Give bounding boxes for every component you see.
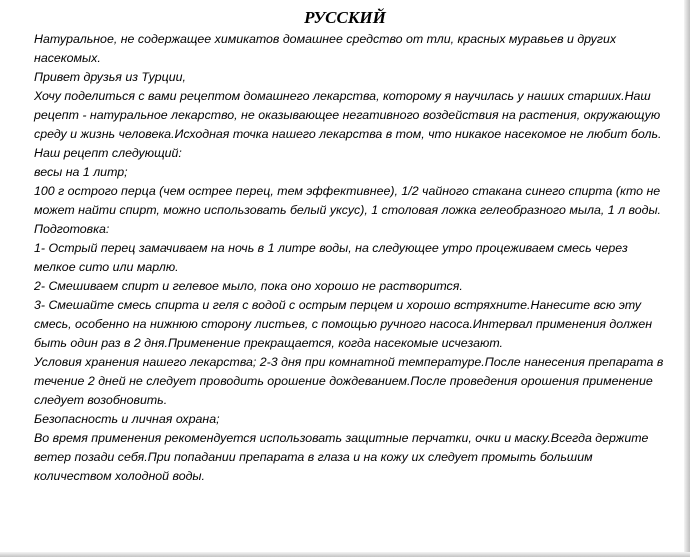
paragraph-storage: Условия хранения нашего лекарства; 2-3 дня при комнатной температуре.После нанесения препарата в течение 2 дней не следует проводить орошение дождеванием.После проведения орошения применение следует возобновить. — [34, 355, 664, 407]
paragraph-preparation-heading: Подготовка: — [34, 222, 110, 236]
page-edge-shadow-right — [684, 0, 690, 557]
document-body — [34, 30, 664, 486]
paragraph-ingredients: 100 г острого перца (чем острее перец, тем эффективнее), 1/2 чайного стакана синего спирта (кто не может найти спирт, можно использовать белый уксус), 1 столовая ложка гелеобразного мыла, 1 л воды. — [34, 184, 662, 217]
paragraph-greeting: Привет друзья из Турции, — [34, 70, 186, 84]
paragraph-safety: Во время применения рекомендуется использовать защитные перчатки, очки и маску.Всегда держите ветер позади себя.При попадании препарата в глаза и на кожу их следует промыть большим количеством холодной воды. — [34, 431, 649, 483]
paragraph-step-3: 3- Смешайте смесь спирта и геля с водой с острым перцем и хорошо встряхните.Нанесите всю эту смесь, особенно на нижнюю сторону листьев, с помощью ручного насоса.Интервал применения должен быть один раз в 2 дня.Применение прекращается, когда насекомые исчезают. — [34, 298, 653, 350]
paragraph-description: Хочу поделиться с вами рецептом домашнего лекарства, которому я научилась у наших старших.Наш рецепт - натуральное лекарство, не оказывающее негативного воздействия на растения, окружающую среду и жизнь человека.Исходная точка нашего лекарства в том, что никакое насекомое не любит боль. — [34, 89, 662, 141]
paragraph-safety-heading: Безопасность и личная охрана; — [34, 412, 220, 426]
document-title: РУССКИЙ — [304, 8, 386, 27]
paragraph-step-2: 2- Смешиваем спирт и гелевое мыло, пока оно хорошо не растворится. — [34, 279, 463, 293]
page-edge-shadow-bottom — [0, 552, 690, 557]
paragraph-intro: Натуральное, не содержащее химикатов домашнее средство от тли, красных муравьев и других насекомых. — [34, 32, 617, 65]
paragraph-recipe-heading: Наш рецепт следующий: — [34, 146, 182, 160]
paragraph-step-1: 1- Острый перец замачиваем на ночь в 1 литре воды, на следующее утро процеживаем смесь через мелкое сито или марлю. — [34, 241, 628, 274]
paragraph-scale: весы на 1 литр; — [34, 165, 128, 179]
